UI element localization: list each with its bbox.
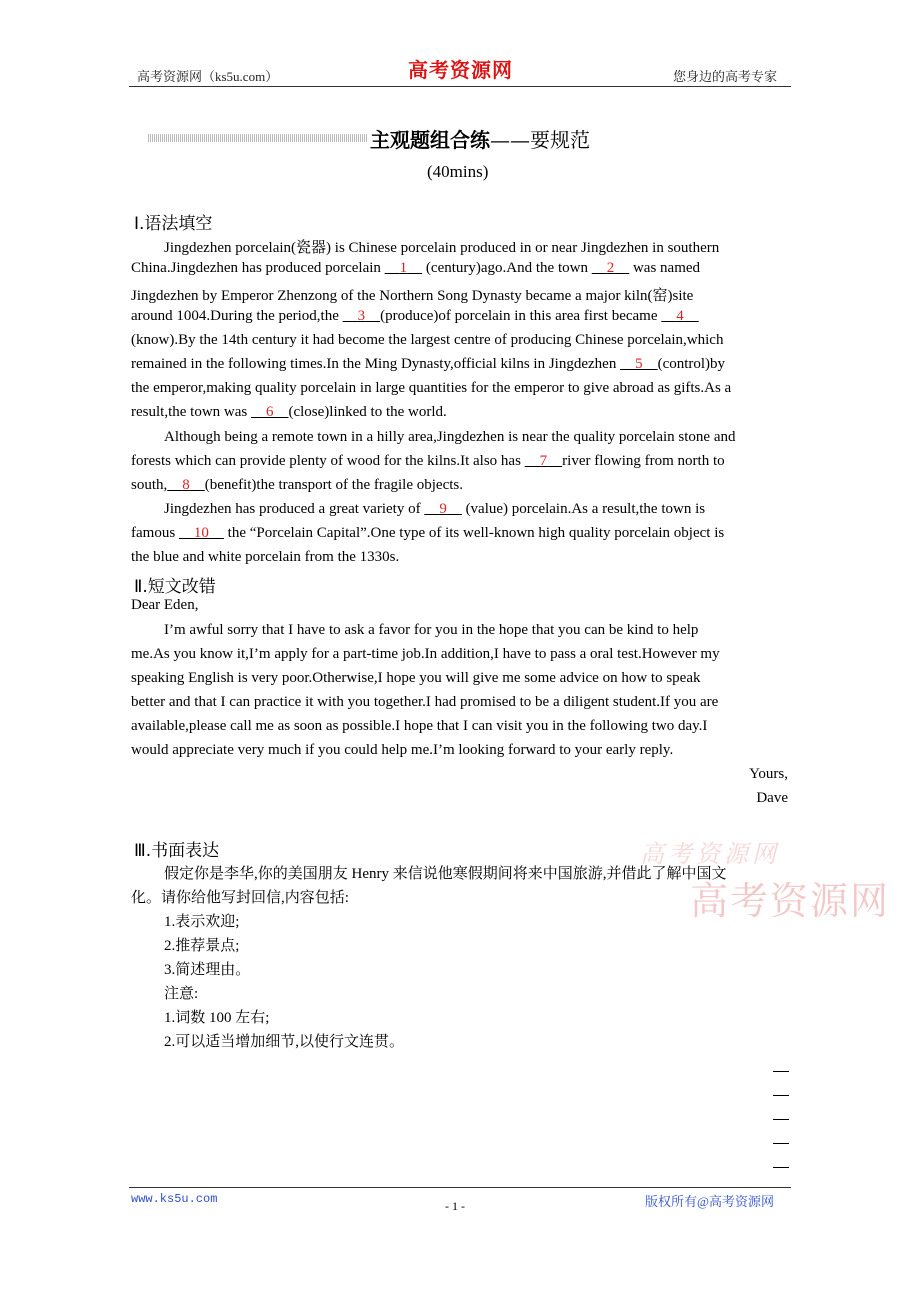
prompt-item: 2.推荐景点; <box>164 938 240 954</box>
answer-line[interactable] <box>773 1119 789 1120</box>
s1-line: Jingdezhen porcelain(瓷器) is Chinese porcelain produced in or near Jingdezhen in southern <box>164 240 720 256</box>
note-item: 2.可以适当增加细节,以使行文连贯。 <box>164 1034 405 1050</box>
blank-2[interactable]: 2 <box>606 260 615 276</box>
s1-line: around 1004.During the period,the 3 (produce)of porcelain in this area first became 4 <box>131 308 699 325</box>
watermark-small: 高考资源网 <box>640 840 780 868</box>
s1-line: remained in the following times.In the Ming Dynasty,official kilns in Jingdezhen 5 (control)by <box>131 356 726 372</box>
note-item: 1.词数 100 左右; <box>164 1010 270 1026</box>
page-title: 主观题组合练——要规范 <box>370 128 590 152</box>
s1-line: Jingdezhen by Emperor Zhenzong of the Northern Song Dynasty became a major kiln(窑)site <box>131 288 694 304</box>
title-decoration <box>148 134 368 142</box>
note-label: 注意: <box>164 986 199 1002</box>
s1-line: south, 8 (benefit)the transport of the fragile objects. <box>131 477 463 493</box>
letter-line: speaking English is very poor.Otherwise,I hope you will give me some advice on how to speak <box>131 670 701 686</box>
letter-signature: Dave <box>756 790 788 806</box>
section1-heading: Ⅰ.语法填空 <box>134 214 213 234</box>
blank-8[interactable]: 8 <box>182 477 190 493</box>
section3-heading: Ⅲ.书面表达 <box>134 841 220 861</box>
prompt-line: 假定你是李华,你的美国朋友 Henry 来信说他寒假期间将来中国旅游,并借此了解中国文 <box>164 866 727 882</box>
page-number: - 1 - <box>445 1199 465 1213</box>
s1-line: China.Jingdezhen has produced porcelain 1 (century)ago.And the town 2 was named <box>131 260 701 276</box>
s1-line: the blue and white porcelain from the 1330s. <box>131 549 400 565</box>
letter-line: I’m awful sorry that I have to ask a favor for you in the hope that you can be kind to help <box>164 622 699 638</box>
letter-line: would appreciate very much if you could help me.I’m looking forward to your early reply. <box>131 742 674 758</box>
time-limit: (40mins) <box>427 162 489 181</box>
prompt-line: 化。请你给他写封回信,内容包括: <box>131 890 349 906</box>
letter-line: available,please call me as soon as possible.I hope that I can visit you in the following two day.I <box>131 718 708 734</box>
s1-line: result,the town was 6 (close)linked to the world. <box>131 404 447 420</box>
answer-line[interactable] <box>773 1071 789 1072</box>
letter-line: me.As you know it,I’m apply for a part-time job.In addition,I have to pass a oral test.However my <box>131 646 720 662</box>
s1-line: Although being a remote town in a hilly area,Jingdezhen is near the quality porcelain stone and <box>164 429 736 445</box>
answer-line[interactable] <box>773 1143 789 1144</box>
s1-line: (know).By the 14th century it had become the largest centre of producing Chinese porcelain,which <box>131 332 724 348</box>
header-site-name: 高考资源网（ks5u.com） <box>137 69 279 84</box>
answer-line[interactable] <box>773 1167 789 1168</box>
section2-heading: Ⅱ.短文改错 <box>134 577 216 597</box>
letter-greeting: Dear Eden, <box>131 597 199 613</box>
blank-6[interactable]: 6 <box>265 404 274 420</box>
footer-copyright: 版权所有@高考资源网 <box>645 1194 774 1209</box>
watermark-large: 高考资源网 <box>690 879 891 923</box>
page-subtitle: ——要规范 <box>490 128 590 152</box>
blank-10[interactable]: 10 <box>193 525 209 541</box>
s1-line: forests which can provide plenty of wood for the kilns.It also has 7 river flowing from north to <box>131 453 725 469</box>
letter-line: better and that I can practice it with you together.I had promised to be a diligent student.If you are <box>131 694 719 710</box>
s1-line: the emperor,making quality porcelain in large quantities for the emperor to give abroad as gifts.As a <box>131 380 732 396</box>
header-slogan: 您身边的高考专家 <box>673 69 778 84</box>
blank-3[interactable]: 3 <box>357 308 366 324</box>
footer-divider <box>129 1187 791 1188</box>
s1-line: famous 10 the “Porcelain Capital”.One type of its well-known high quality porcelain object is <box>131 525 725 541</box>
footer-link[interactable]: www.ks5u.com <box>131 1192 218 1206</box>
blank-5[interactable]: 5 <box>635 356 643 372</box>
blank-7[interactable]: 7 <box>539 453 548 469</box>
blank-4[interactable]: 4 <box>676 308 684 324</box>
s1-line: Jingdezhen has produced a great variety of 9 (value) porcelain.As a result,the town is <box>164 501 706 517</box>
blank-1[interactable]: 1 <box>399 260 408 276</box>
letter-closing: Yours, <box>749 766 788 782</box>
blank-9[interactable]: 9 <box>439 501 447 517</box>
header-logo: 高考资源网 <box>408 58 513 82</box>
header-divider <box>129 86 791 87</box>
prompt-item: 1.表示欢迎; <box>164 914 240 930</box>
answer-line[interactable] <box>773 1095 789 1096</box>
prompt-item: 3.简述理由。 <box>164 962 251 978</box>
